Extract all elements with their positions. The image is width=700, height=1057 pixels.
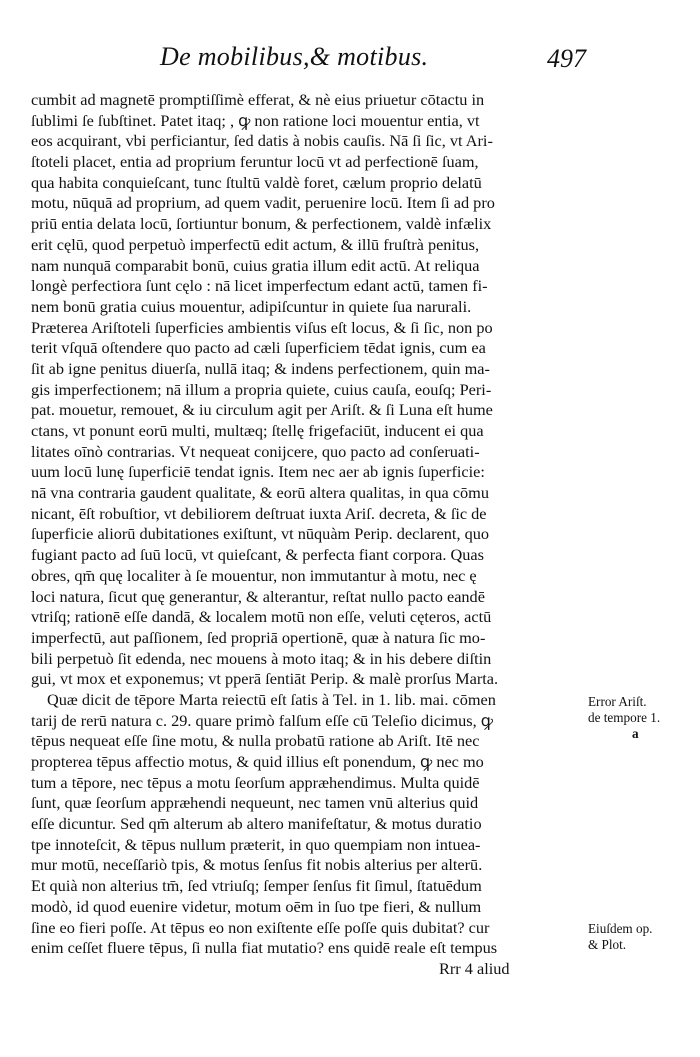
text-line: eos acquirant, vbi perficiantur, ſed datis à nobis cauſis. Nā ſi ſic, vt Ari- xyxy=(31,131,493,151)
text-line: modò, id quod euenire videtur, motum oēm in ſuo tpe fieri, & nullum xyxy=(31,896,482,916)
text-line: gis imperfectionem; nā illum a propria quiete, cuius cauſa, eouſq; Peri- xyxy=(31,379,492,399)
text-line: gui, vt mox et exponemus; vt pperā ſentiāt Perip. & malè prorſus Marta. xyxy=(31,669,499,689)
text-line: tēpus nequeat eſſe ſine motu, & nulla probatū ratione ab Ariſt. Itē nec xyxy=(31,731,480,751)
text-line: ſublimi ſe ſubſtinet. Patet itaq; , ꝙ non ratione loci mouentur entia, vt xyxy=(31,110,480,130)
marginal-note-line: & Plot. xyxy=(588,937,627,952)
text-line: nem bonū gratia cuius mouentur, adipiſcuntur in quiete ſua narurali. xyxy=(31,296,472,316)
page-header xyxy=(160,42,600,82)
text-line: tpe innoteſcit, & tēpus nullum præterit, in quo quempiam non intuea- xyxy=(31,834,481,854)
text-line: fugiant pacto ad ſuū locū, vt quieſcant, & perfecta fiant corpora. Quas xyxy=(31,545,484,565)
text-line: erit cęlū, quod perpetuò imperfectū edit actum, & illū fruſtrà penitus, xyxy=(31,234,480,254)
marginal-note-error-aristotle xyxy=(588,694,700,742)
text-line: ſit ab igne penitus diuerſa, nullā itaq; & indens perfectionem, quin ma- xyxy=(31,358,490,378)
text-line: ſunt, quæ ſeorſum appræhendi nequeunt, nec tamen vnū alterius quid xyxy=(31,793,479,813)
body-text xyxy=(31,90,571,980)
text-line: terit vſquā oſtendere quo pacto ad cæli ſuperficiem tēdat ignis, cum ea xyxy=(31,338,486,358)
text-line: Et quià non alterius tm̄, ſed vtriuſq; ſemper ſenſus fit ſimul, ſtatuēdum xyxy=(31,876,482,896)
text-line: propterea tēpus affectio motus, & quid illius eſt ponendum, ꝙ nec mo xyxy=(31,752,484,771)
text-line: uum locū lunę ſuperficiē tendat ignis. Item nec aer ab ignis ſuperficie: xyxy=(31,462,485,482)
text-line: pat. mouetur, remouet, & iu circulum agit per Ariſt. & ſi Luna eſt hume xyxy=(31,400,493,420)
marginal-note-eiusdem xyxy=(588,921,700,953)
page-number: 497 xyxy=(547,44,586,73)
text-line: nam nunquā comparabit bonū, cuius gratia illum edit actū. At reliqua xyxy=(31,255,480,275)
text-line: litates oīnò contrarias. Vt nequeat conijcere, quo pacto ad conſeruati- xyxy=(31,441,480,461)
signature-catchword-line: Rrr 4 aliud xyxy=(439,958,510,978)
text-line: priū entia delata locū, ſortiuntur bonum, & perfectionem, valdè infælix xyxy=(31,214,492,234)
text-line: obres, qm̄ quę localiter à ſe mouentur, non immutantur à motu, nec ę xyxy=(31,565,477,585)
running-title: De mobilibus,& motibus. xyxy=(160,42,429,71)
text-line: longè perfectiora ſunt cęlo : nā licet imperfectum edant actū, tamen fi- xyxy=(31,276,488,296)
text-line: Præterea Ariſtoteli ſuperficies ambientis viſus eſt locus, & ſi ſic, non po xyxy=(31,317,493,337)
paragraph-start-line: Quæ dicit de tēpore Marta reiectū eſt ſatis à Tel. in 1. lib. mai. cōmen xyxy=(47,689,496,709)
marginal-reference-letter: a xyxy=(632,726,639,741)
text-line: enim ceſſet fluere tēpus, ſi nulla fiat mutatio? ens quidē reale eſt tempus xyxy=(31,938,498,958)
marginal-note-line: Error Ariſt. xyxy=(588,694,647,709)
text-line: qua habita conquieſcant, tunc ſtultū valdè foret, cælum proprio delatū xyxy=(31,172,482,192)
marginal-note-line: Eiuſdem op. xyxy=(588,921,653,936)
marginal-note-line: de tempore 1. xyxy=(588,710,661,725)
text-line: ſtoteli placet, entia ad proprium feruntur locū vt ad perfectionē ſuam, xyxy=(31,152,479,172)
text-line: loci natura, ſicut quę generantur, & alterantur, reſtat nullo pacto eandē xyxy=(31,586,485,606)
text-line: motu, nūquā ad proprium, ad quem vadit, peruenire locū. Item ſi ad pro xyxy=(31,193,495,213)
text-line: nā vna contraria gaudent qualitate, & eorū altera qualitas, in qua cōmu xyxy=(31,483,489,503)
text-line: tarij de rerū natura c. 29. quare primò falſum eſſe cū Teleſio dicimus, ꝙ xyxy=(31,710,493,730)
text-line: tum a tēpore, nec tēpus a motu ſeorſum appræhendimus. Multa quidē xyxy=(31,772,480,792)
text-line: cumbit ad magnetē promptiſſimè efferat, & nè eius priuetur cōtactu in xyxy=(31,90,485,109)
text-line: ſine eo fieri poſſe. At tēpus eo non exiſtente eſſe poſſe quis dubitat? cur xyxy=(31,917,490,937)
text-line: bili perpetuò ſit edenda, nec mouens à moto itaq; & in his debere diſtin xyxy=(31,648,492,668)
text-line: ſuperficie aliorū dubitationes exiſtunt, vt nūquàm Perip. declarent, quo xyxy=(31,524,490,544)
text-line: mur motū, neceſſariò tpis, & motus ſenſus fit nobis alterius per alterū. xyxy=(31,855,483,875)
text-line: ctans, vt ponunt eorū multi, multæq; ſtellę frigefaciūt, inducent ei qua xyxy=(31,421,484,440)
text-line: nicant, ēſt robuſtior, vt debiliorem deſtruat iuxta Ariſ. decreta, & ſic de xyxy=(31,503,487,523)
text-line: imperfectū, aut paſſionem, ſed propriā opertionē, quæ à natura ſic mo- xyxy=(31,627,486,647)
text-line: eſſe dicuntur. Sed qm̄ alterum ab altero manifeſtatur, & motus duratio xyxy=(31,814,482,834)
text-line: vtriſq; rationē eſſe dandā, & localem motū non eſſe, veluti cęteros, actū xyxy=(31,607,492,627)
